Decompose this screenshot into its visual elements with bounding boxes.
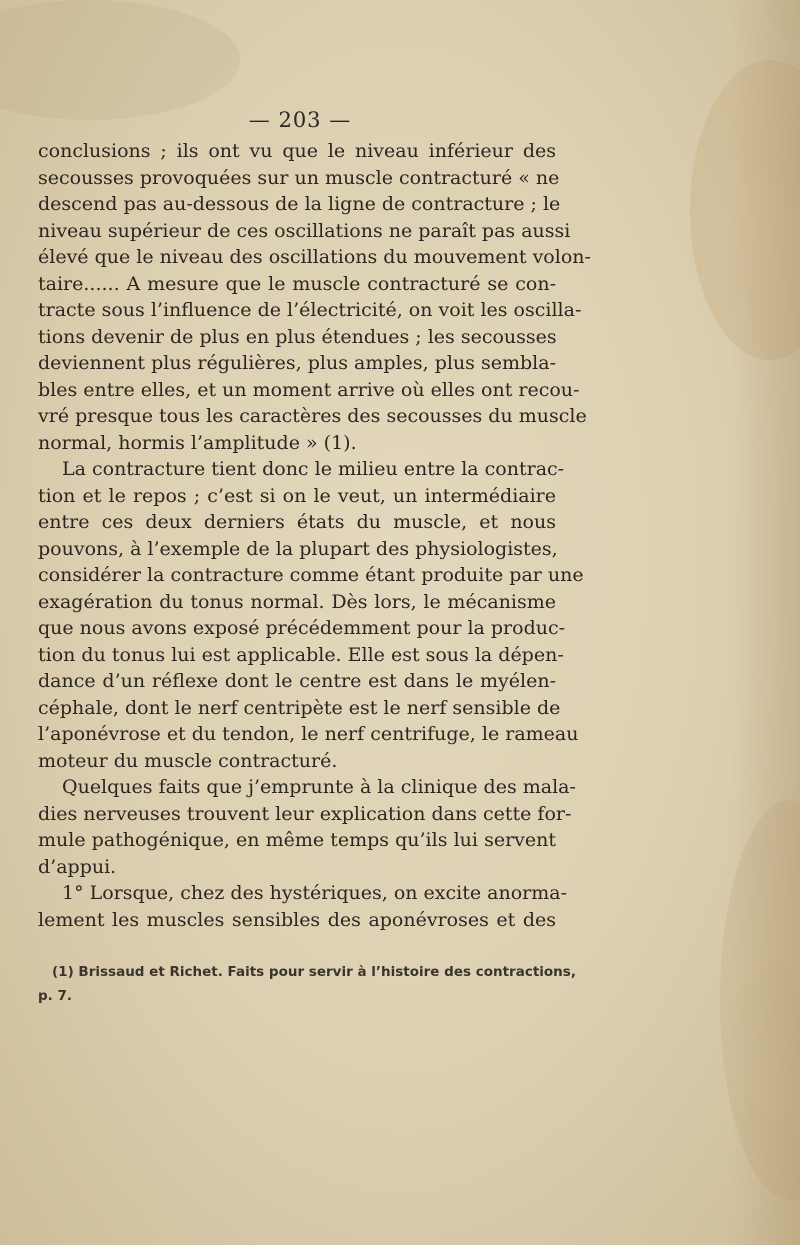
text-line: 1° Lorsque, chez des hystériques, on excite anorma- bbox=[62, 882, 568, 904]
text-line: mule pathogénique, en même temps qu’ils lui servent bbox=[38, 829, 556, 851]
text-line: tracte sous l’influence de l’électricité, on voit les oscilla- bbox=[38, 299, 582, 321]
footnote-line: p. 7. bbox=[38, 988, 73, 1004]
text-line: céphale, dont le nerf centripète est le nerf sensible de bbox=[38, 696, 561, 719]
text-line: considérer la contracture comme étant produite par une bbox=[38, 564, 584, 586]
text-line: dies nerveuses trouvent leur explication dans cette for- bbox=[38, 802, 572, 825]
page-edge-shade bbox=[730, 0, 800, 1245]
text-line: exagération du tonus normal. Dès lors, le mécanisme bbox=[38, 590, 556, 613]
text-line: que nous avons exposé précédemment pour la produc- bbox=[38, 617, 566, 639]
text-line: pouvons, à l’exemple de la plupart des physiologistes, bbox=[38, 537, 558, 560]
paper-stain bbox=[0, 0, 240, 120]
text-line: deviennent plus régulières, plus amples, plus sembla- bbox=[38, 352, 556, 374]
text-line: moteur du muscle contracturé. bbox=[38, 749, 338, 772]
text-line: niveau supérieur de ces oscillations ne paraît pas aussi bbox=[38, 219, 571, 242]
text-line: conclusions ; ils ont vu que le niveau inférieur des bbox=[38, 140, 556, 162]
text-line: entre ces deux derniers états du muscle, et nous bbox=[38, 511, 556, 533]
footnote bbox=[38, 960, 576, 1008]
footnote-line: (1) Brissaud et Richet. Faits pour servir à l’histoire des contractions, bbox=[52, 964, 576, 980]
text-line: tions devenir de plus en plus étendues ; les secousses bbox=[38, 325, 557, 348]
page-number: — 203 — bbox=[248, 108, 352, 132]
text-line: d’appui. bbox=[38, 855, 117, 878]
text-line: dance d’un réflexe dont le centre est dans le myélen- bbox=[38, 670, 556, 692]
text-line: La contracture tient donc le milieu entre la contrac- bbox=[62, 458, 565, 480]
body-text bbox=[38, 138, 591, 933]
text-line: tion et le repos ; c’est si on le veut, un intermédiaire bbox=[38, 484, 556, 507]
text-line: descend pas au-dessous de la ligne de contracture ; le bbox=[38, 193, 561, 215]
text-line: élevé que le niveau des oscillations du mouvement volon- bbox=[38, 246, 591, 268]
text-line: vré presque tous les caractères des secousses du muscle bbox=[38, 405, 587, 427]
text-line: taire...... A mesure que le muscle contracturé se con- bbox=[38, 272, 556, 295]
text-line: lement les muscles sensibles des aponévroses et des bbox=[38, 908, 556, 931]
text-line: normal, hormis l’amplitude » (1). bbox=[38, 431, 357, 454]
text-line: l’aponévrose et du tendon, le nerf centrifuge, le rameau bbox=[38, 723, 579, 745]
text-line: secousses provoquées sur un muscle contracturé « ne bbox=[38, 166, 560, 189]
text-line: tion du tonus lui est applicable. Elle est sous la dépen- bbox=[38, 643, 564, 666]
text-line: bles entre elles, et un moment arrive où elles ont recou- bbox=[38, 378, 580, 401]
text-line: Quelques faits que j’emprunte à la clinique des mala- bbox=[62, 776, 576, 798]
